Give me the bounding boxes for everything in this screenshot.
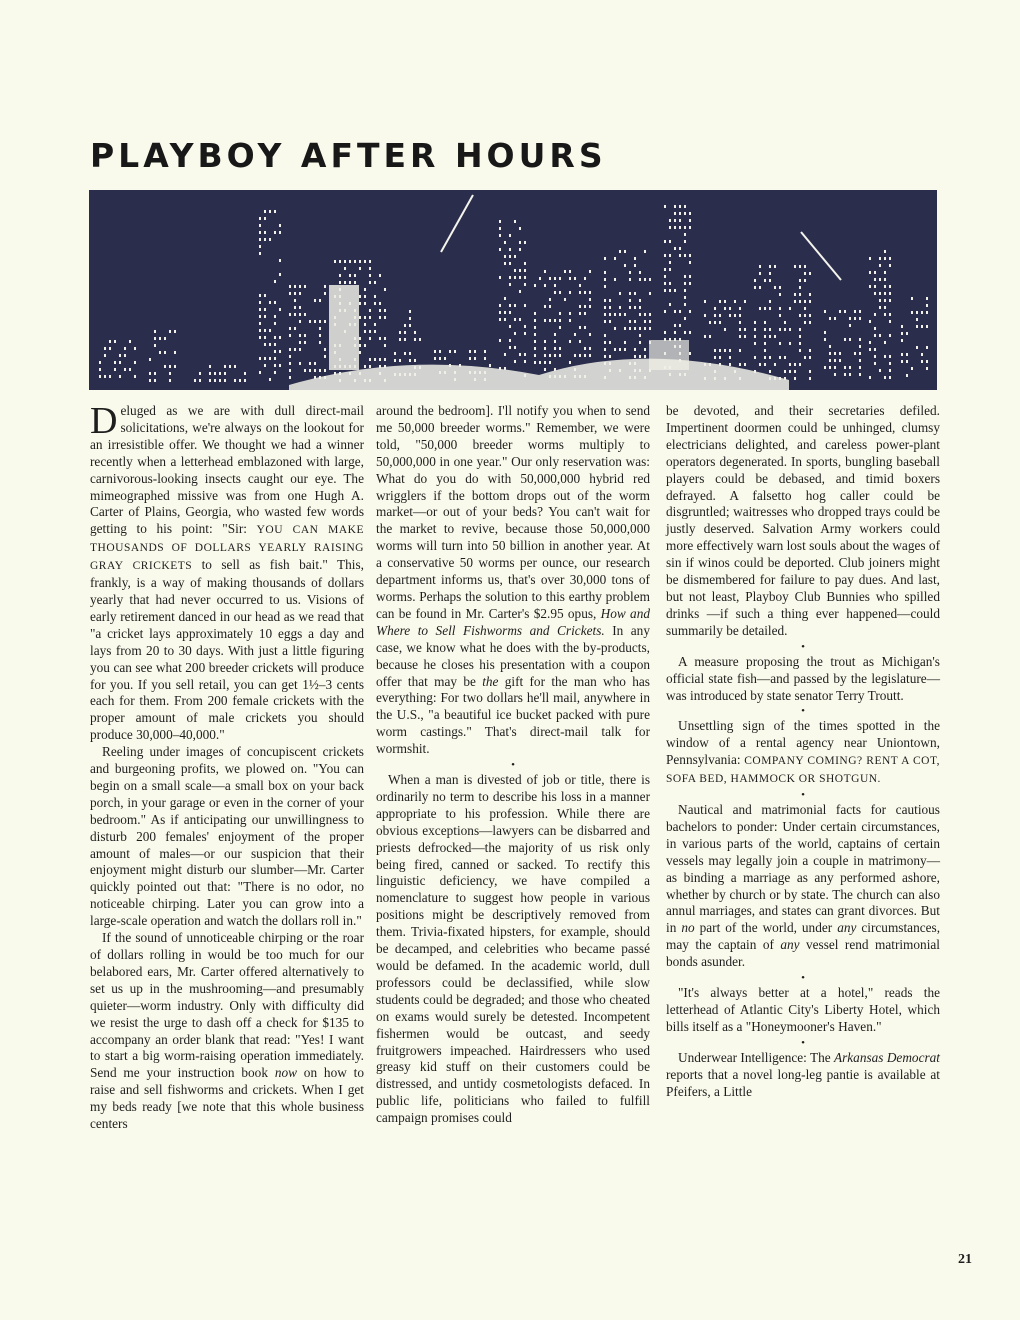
text-run: vessel rend matrimonial bonds asunder. (666, 937, 940, 970)
text-run: Nautical and matrimonial facts for cautious bachelors to ponder: Under certain circumstances, in various parts of the world, captains of certain vessels may legally join a couple in matrimony—as binding a marriage as any performed ashore, whether by church or by state. The church can also annul marriages, and states can grant divorces. But in (666, 802, 940, 936)
paragraph (90, 400, 364, 744)
small-caps-sign: COMPANY COMING? RENT A COT, SOFA BED, HAMMOCK OR SHOTGUN. (666, 755, 940, 786)
paragraph: When a man is divested of job or title, there is ordinarily no term to describe his loss in a manner appropriate to his profession. While there are obvious exceptions—lawyers can be disbarred and priests defrocked—the majority of us risk only being fired, canned or sacked. To rectify this linguistic deficiency, we have compiled a nomenclature to suggest how people in various positions might be descriptively removed from them. Trivia-fixated hipsters, for example, should be decamped, and celebrities who became passé would be defamed. In the academic world, dull professors could be declassified, while slow students could be degraded; and those who cheated on exams would surely be detested. Incompetent fishermen would be outcast, and seedy fruitgrowers impeached. Hairdressers who used greasy kid stuff on their customers could be distressed, and untidy cosmetologists defaced. In public life, politicians who failed to fulfill campaign promises could (376, 772, 650, 1126)
section-separator: • (511, 759, 515, 772)
paragraph (666, 1050, 940, 1101)
italic-text: any (837, 920, 857, 936)
italic-text: the (482, 673, 499, 689)
section-separator: • (801, 972, 805, 985)
skyline-drawing (89, 190, 937, 390)
text-run: In any case, we know what he does with the by-products, because he closes his presentation with a coupon offer that may be (376, 622, 650, 689)
section-separator: • (801, 789, 805, 802)
paragraph (666, 718, 940, 788)
small-caps-quote: YOU CAN MAKE THOUSANDS OF DOLLARS YEARLY RAISING GRAY CRICKETS (90, 524, 364, 573)
paragraph (90, 930, 364, 1133)
paragraph (666, 802, 940, 971)
section-separator: • (801, 705, 805, 718)
text-run: to sell as fish bait." This, frankly, is a way of making thousands of dollars yearly that had never occurred to us. Visions of early retirement danced in our head as we read that "a cricket lays approximately 10 eggs a day and lays from 20 to 30 days. With just a little figuring you can see what 200 breeder crickets will produce for you. If you sell retail, you can get 1½–3 cents each for them. From 200 female crickets with the proper amount of male crickets you should produce 30,000–40,000." (90, 557, 364, 743)
page-title: PLAYBOY AFTER HOURS (90, 136, 607, 175)
text-run: eluged as we are with dull direct-mail solicitations, we're always on the lookout for an irresistible offer. We thought we had a winner recently when a letterhead emblazoned with large, carnivorous-looking insects caught our eye. The mimeographed missive was from one Hugh A. Carter of Plains, Georgia, who wasted few words getting to his point: "Sir: (90, 403, 364, 537)
newspaper-name: Arkansas Democrat (833, 1049, 940, 1065)
text-run: Unsettling sign of the times spotted in the window of a rental agency near Uniontown, Pennsylvania: (666, 718, 940, 768)
text-run: Underwear Intelligence: The (678, 1049, 834, 1065)
text-run: part of the world, under (694, 920, 838, 936)
city-skyline-illustration (89, 190, 937, 390)
drop-cap: D (90, 400, 118, 442)
article-column-3 (666, 403, 940, 1101)
paragraph: Reeling under images of concupiscent crickets and burgeoning profits, we plowed on. "You can begin on a small scale—a small box on your back porch, in your garage or even in the corner of your bedroom." As if anticipating our unwillingness to disturb 200 females' enjoyment of the proper amount of males—or our suspicion that their enjoyment might disturb our slumber—Mr. Carter quickly pointed out that: "There is no odor, no noticeable chirping. Later you can grow into a large-scale operation and watch the dollars roll in." (90, 744, 364, 929)
paragraph: A measure proposing the trout as Michigan's official state fish—and passed by the legislature—was introduced by state senator Terry Troutt. (666, 653, 940, 703)
book-title: How and Where to Sell Fishworms and Crickets. (376, 605, 650, 638)
page-number: 21 (958, 1252, 972, 1267)
section-separator: • (801, 1036, 805, 1049)
text-run: If the sound of unnoticeable chirping or the roar of dollars rolling in would be too much for our belabored ears, Mr. Carter offered alternatively to set us up in the mushrooming—and presumably quieter—worm industry. Only with difficulty did we resist the urge to dash off a check for $135 to accompany an order blank that read: "Yes! I want to start a big worm-raising operation immediately. Send me your instruction book (90, 930, 364, 1081)
paragraph: be devoted, and their secretaries defiled. Impertinent doormen could be unhinged, clumsy electricians delighted, and careless power-plant operators degenerated. In sports, bungling baseball players could be debased, and timid boxers defrayed. A falsetto hog caller could be disgruntled; waitresses who dropped trays could be justly deserved. Salvation Army workers could more effectively warn lost souls about the wages of sin if winos could be deported. Club joiners might be dismembered for failure to pay dues. And last, but not least, Playboy Club Bunnies who spilled drinks —if such a thing ever happened—could summarily be detailed. (666, 403, 940, 638)
italic-text: no (681, 920, 695, 936)
paragraph: "It's always better at a hotel," reads the letterhead of Atlantic City's Liberty Hotel, which bills itself as a "Honeymooner's Haven." (666, 985, 940, 1034)
text-run: on how to raise and sell fishworms and crickets. When I get my beds ready [we note that this whole business centers (90, 1065, 364, 1132)
article-column-2 (376, 403, 650, 1127)
text-run: gift for the man who has everything: For two dollars he'll mail, anywhere in the U.S., "a beautiful ice bucket packed with pure worm castings." That's direct-mail talk for wormshit. (376, 673, 650, 757)
section-separator: • (801, 640, 805, 653)
text-run: around the bedroom]. I'll notify you when to send me 50,000 breeder worms." Remember, we were told, "50,000 breeder worms multiply to 50,000,000 in one year." Our only reservation was: What do you do with 50,000,000 hybrid red wrigglers if the bottom drops out of the worm market—or out of your beds? You can't wait for the market to revive, because those 50,000,000 worms will turn into 50 billion in another year. At a conservative 50 worms per ounce, our research department informs us, that's over 30,000 tons of worms. Perhaps the solution to this earthy problem can be found in Mr. Carter's $2.95 opus, (376, 403, 650, 621)
text-run: reports that a novel long-leg pantie is available at Pfeifers, a Little (666, 1066, 940, 1099)
italic-text: any (780, 937, 800, 953)
paragraph (376, 403, 650, 758)
article-column-1 (90, 400, 364, 1133)
text-run: circumstances, may the captain of (666, 920, 941, 953)
italic-text: now (274, 1065, 297, 1081)
